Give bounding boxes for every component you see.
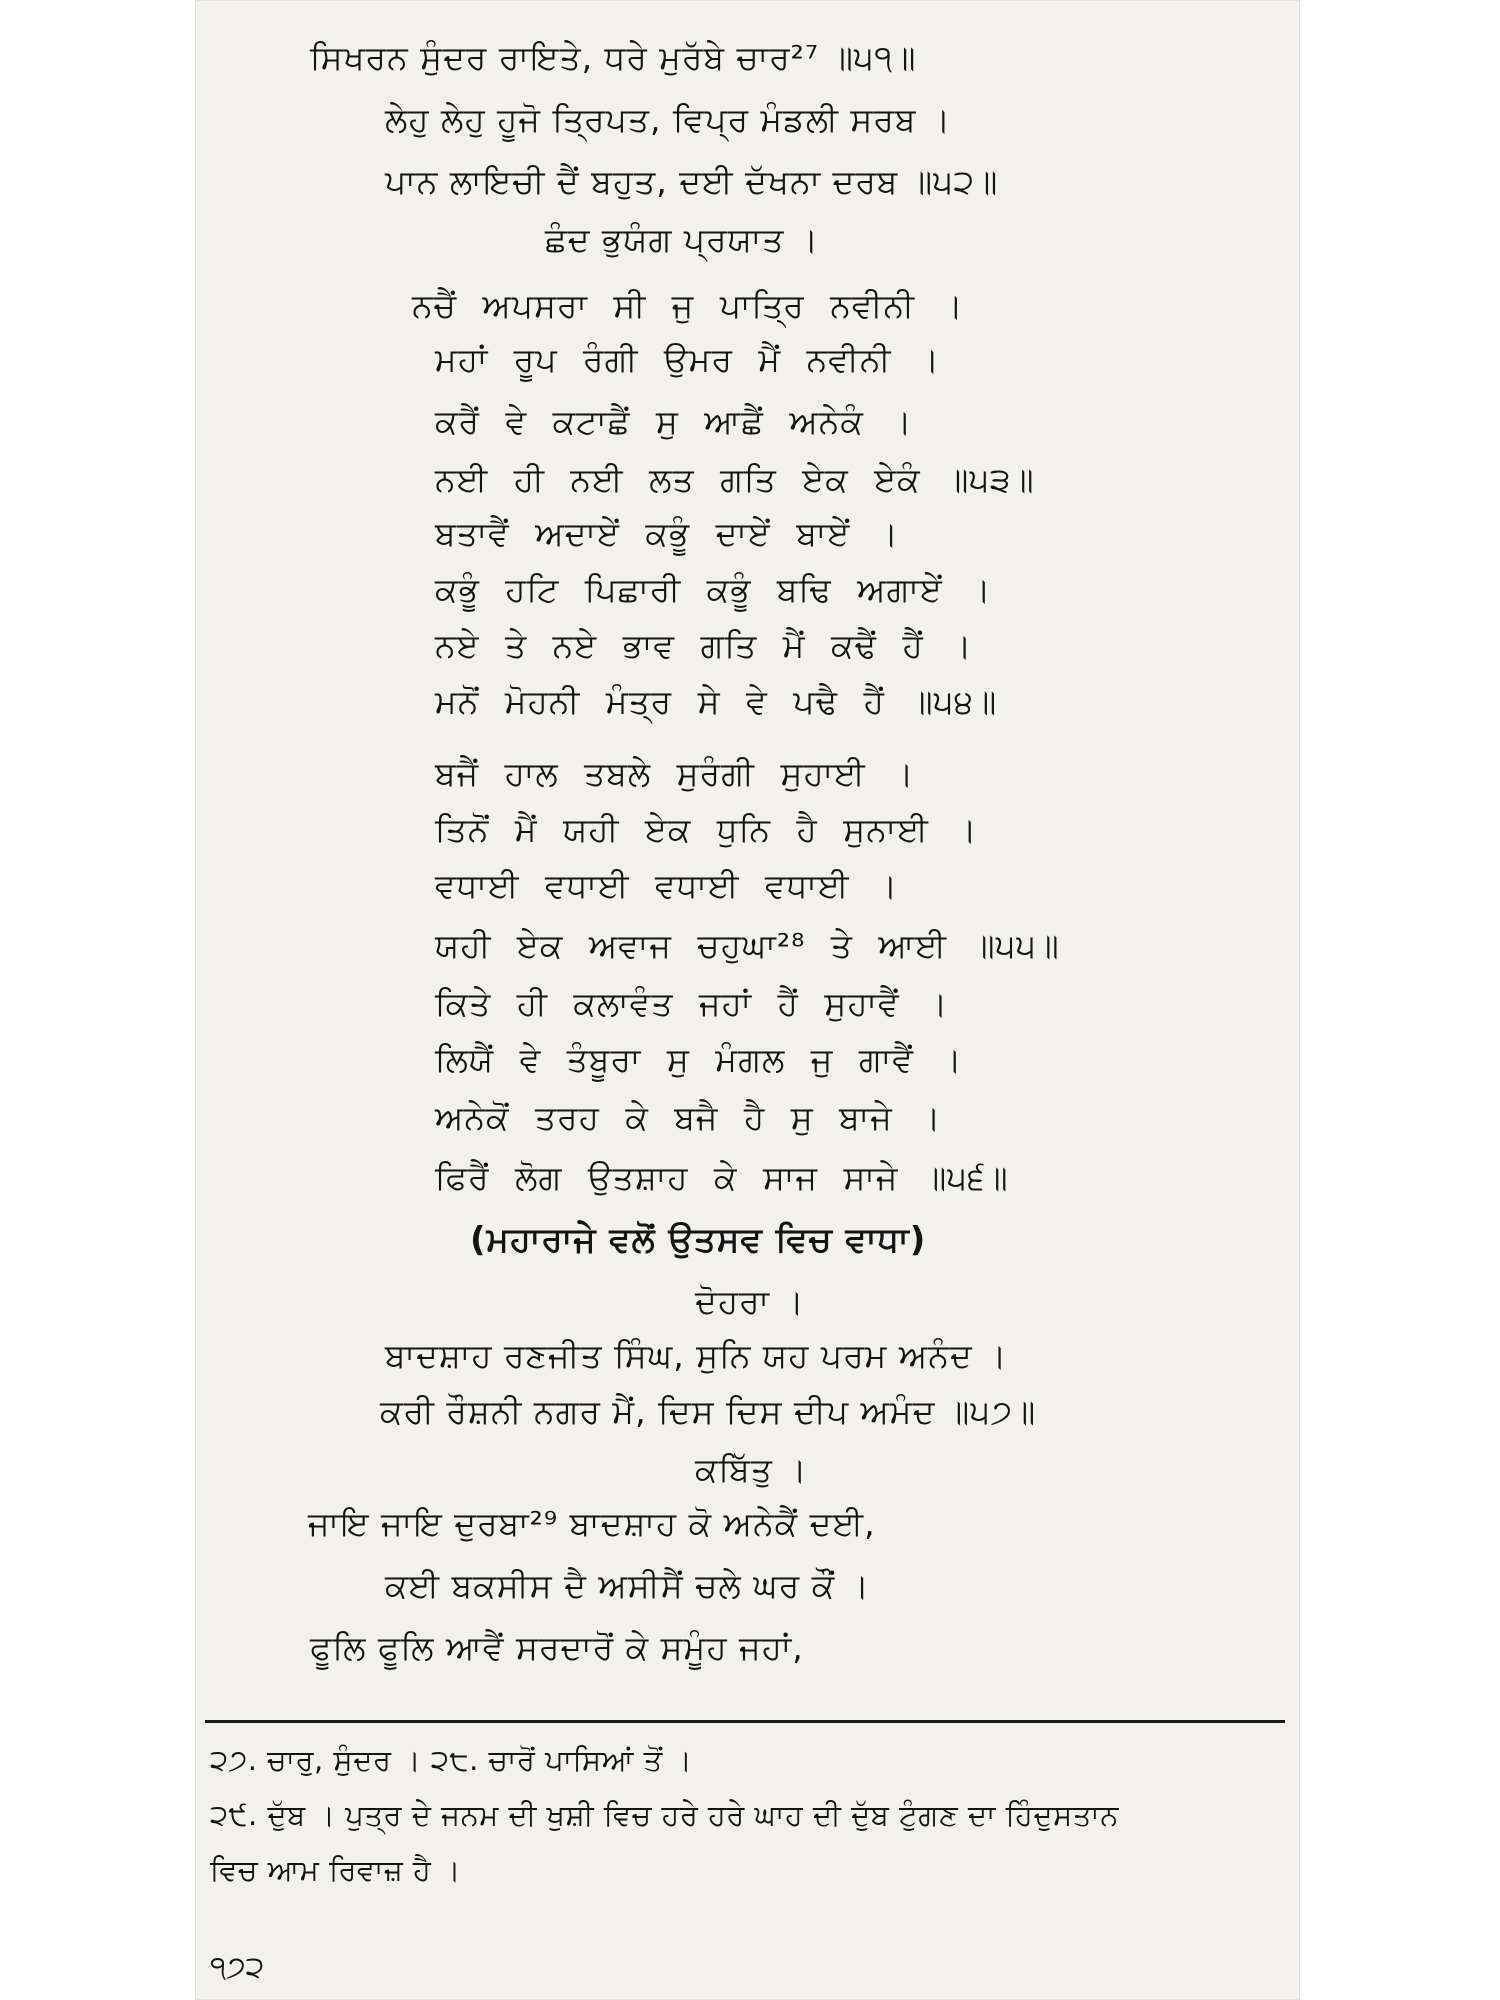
footnote-29-cont: ਵਿਚ ਆਮ ਰਿਵਾਜ਼ ਹੈ । — [210, 1853, 462, 1887]
verse-line: ਕਭੂੰ ਹਟਿ ਪਿਛਾਰੀ ਕਭੂੰ ਬਢਿ ਅਗਾਏਂ । — [435, 570, 992, 609]
right-margin — [1300, 0, 1500, 2000]
verse-line-56: ਫਿਰੈਂ ਲੋਗ ਉਤਸ਼ਾਹ ਕੇ ਸਾਜ ਸਾਜੇ ॥੫੬॥ — [435, 1158, 1009, 1197]
footnote-divider — [205, 1720, 1285, 1723]
verse-line-51: ਸਿਖਰਨ ਸੁੰਦਰ ਰਾਇਤੇ, ਧਰੇ ਮੁਰੱਬੇ ਚਾਰ²⁷ ॥੫੧॥ — [310, 38, 917, 77]
verse-line: ਬਾਦਸ਼ਾਹ ਰਣਜੀਤ ਸਿੰਘ, ਸੁਨਿ ਯਹ ਪਰਮ ਅਨੰਦ । — [385, 1336, 1008, 1375]
verse-line: ਕਿਤੇ ਹੀ ਕਲਾਵੰਤ ਜਹਾਂ ਹੈਂ ਸੁਹਾਵੈਂ । — [435, 984, 949, 1023]
verse-line-55: ਯਹੀ ਏਕ ਅਵਾਜ ਚਹੁਘਾ²⁸ ਤੇ ਆਈ ॥੫੫॥ — [435, 926, 1060, 965]
verse-line-52: ਪਾਨ ਲਾਇਚੀ ਦੈਂ ਬਹੁਤ, ਦਈ ਦੱਖਨਾ ਦਰਬ ॥੫੨॥ — [385, 162, 999, 201]
page-number: ੧੭੨ — [210, 1950, 265, 1985]
verse-line: ਲਿਯੈਂ ਵੇ ਤੰਬੂਰਾ ਸੁ ਮੰਗਲ ਜੁ ਗਾਵੈਂ । — [435, 1040, 963, 1079]
verse-line: ਕਈ ਬਕਸੀਸ ਦੈ ਅਸੀਸੈਂ ਚਲੇ ਘਰ ਕੌਂ । — [385, 1566, 870, 1605]
verse-line-53: ਨਈ ਹੀ ਨਈ ਲਤ ਗਤਿ ਏਕ ਏਕੰ ॥੫੩॥ — [435, 460, 1035, 499]
section-heading-kabittu: ਕਬਿੱਤੁ । — [695, 1450, 808, 1489]
verse-line: ਨਚੈਂ ਅਪਸਰਾ ਸੀ ਜੁ ਪਾਤ੍ਰਿ ਨਵੀਨੀ । — [412, 286, 964, 325]
section-heading-chhand: ਛੰਦ ਭੁਯੰਗ ਪ੍ਰਯਾਤ । — [545, 220, 820, 259]
verse-line: ਅਨੇਕੋਂ ਤਰਹ ਕੇ ਬਜੈ ਹੈ ਸੁ ਬਾਜੇ । — [435, 1098, 942, 1137]
section-heading-maharaja: (ਮਹਾਰਾਜੇ ਵਲੋਂ ਉਤਸਵ ਵਿਚ ਵਾਧਾ) — [470, 1220, 927, 1260]
verse-line: ਨਏ ਤੇ ਨਏ ਭਾਵ ਗਤਿ ਮੈਂ ਕਢੈਂ ਹੈਂ । — [435, 626, 973, 665]
verse-line: ਫੂਲਿ ਫੂਲਿ ਆਵੈਂ ਸਰਦਾਰੋਂ ਕੇ ਸਮੂੰਹ ਜਹਾਂ, — [310, 1628, 804, 1667]
verse-line: ਲੇਹੁ ਲੇਹੁ ਹੂਜੋ ਤ੍ਰਿਪਤ, ਵਿਪ੍ਰ ਮੰਡਲੀ ਸਰਬ । — [385, 100, 952, 139]
verse-line: ਬਜੈਂ ਹਾਲ ਤਬਲੇ ਸੁਰੰਗੀ ਸੁਹਾਈ । — [435, 754, 915, 793]
section-heading-dohra: ਦੋਹਰਾ । — [695, 1282, 805, 1321]
verse-line: ਬਤਾਵੈਂ ਅਦਾਏਂ ਕਭੂੰ ਦਾਏਂ ਬਾਏਂ । — [435, 514, 900, 553]
footnote-27-28: ੨੭. ਚਾਰੁ, ਸੁੰਦਰ । ੨੮. ਚਾਰੋਂ ਪਾਸਿਆਂ ਤੋਂ । — [210, 1743, 693, 1777]
verse-line-57: ਕਰੀ ਰੌਸ਼ਨੀ ਨਗਰ ਮੈਂ, ਦਿਸ ਦਿਸ ਦੀਪ ਅਮੰਦ ॥੫੭॥ — [380, 1392, 1037, 1431]
left-margin — [0, 0, 195, 2000]
verse-line: ਵਧਾਈ ਵਧਾਈ ਵਧਾਈ ਵਧਾਈ । — [435, 866, 899, 905]
verse-line: ਕਰੈਂ ਵੇ ਕਟਾਛੈਂ ਸੁ ਆਛੈਂ ਅਨੇਕੰ । — [435, 402, 913, 441]
verse-line: ਜਾਇ ਜਾਇ ਦੁਰਬਾ²⁹ ਬਾਦਸ਼ਾਹ ਕੋ ਅਨੇਕੈਂ ਦਈ, — [308, 1504, 876, 1543]
footnote-29: ੨੯. ਦੁੱਬ । ਪੁਤ੍ਰ ਦੇ ਜਨਮ ਦੀ ਖੁਸ਼ੀ ਵਿਚ ਹਰੇ ਹਰੇ ਘਾਹ ਦੀ ਦੁੱਬ ਟੁੰਗਣ ਦਾ ਹਿੰਦੁਸਤਾਨ — [210, 1798, 1119, 1832]
verse-line-54: ਮਨੋਂ ਮੋਹਨੀ ਮੰਤ੍ਰ ਸੇ ਵੇ ਪਢੈ ਹੈਂ ॥੫੪॥ — [435, 682, 998, 721]
verse-line: ਤਿਨੋਂ ਮੈਂ ਯਹੀ ਏਕ ਧੁਨਿ ਹੈ ਸੁਨਾਈ । — [435, 810, 978, 849]
verse-line: ਮਹਾਂ ਰੂਪ ਰੰਗੀ ਉਮਰ ਮੈਂ ਨਵੀਨੀ । — [435, 340, 941, 379]
